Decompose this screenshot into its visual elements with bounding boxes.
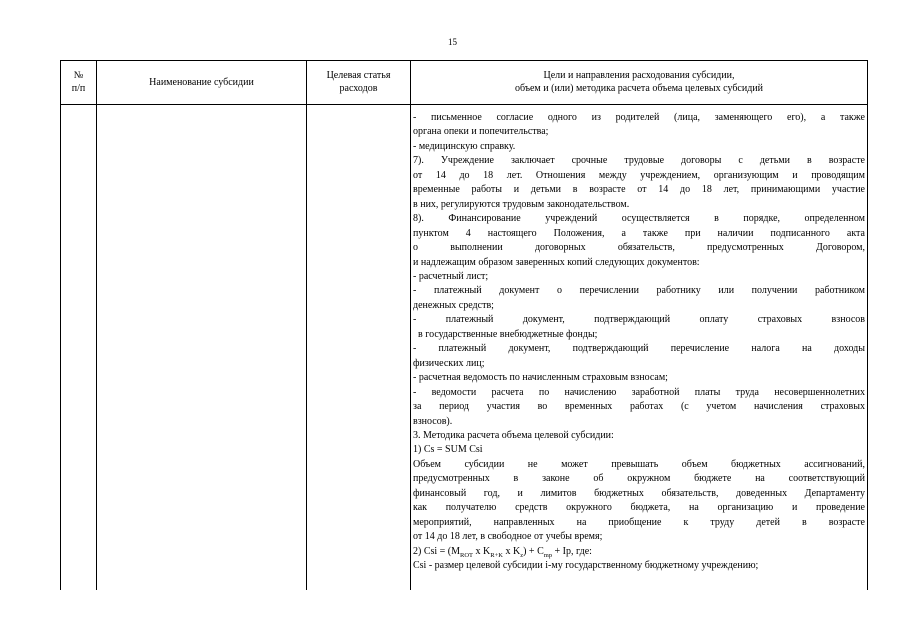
formula-subscript: z <box>520 551 524 559</box>
text-line: временные работы и детьми в возрасте от 14 до 18 лет, принимающими участие <box>413 184 865 196</box>
text-line: мероприятий, направленных на приобщение к труду детей в возрасте <box>413 516 865 528</box>
text-line: в них, регулируются трудовым законодательством. <box>413 198 630 210</box>
text-line: - платежный документ о перечислении работнику или получении работником <box>413 285 865 297</box>
text-line: в государственные внебюджетные фонды; <box>418 328 598 340</box>
table-header-rule <box>60 104 868 105</box>
header-target-article: Целевая статья расходов <box>326 70 391 94</box>
header-subsidy-name: Наименование субсидии <box>149 76 254 88</box>
text-line: - медицинскую справку. <box>413 140 516 152</box>
formula-text: x K <box>473 545 491 557</box>
formula-subscript: R+K <box>490 551 503 559</box>
column-divider <box>410 60 411 590</box>
text-line: Объем субсидии не может превышать объем бюджетных ассигнований, <box>413 458 865 470</box>
text-line: за период участия во временных работах (с учетом начисления страховых <box>413 401 865 413</box>
purpose-cell-text <box>413 111 865 574</box>
text-line: предусмотренных в законе об окружном бюджете на соответствующий <box>413 473 865 485</box>
text-line: 7). Учреждение заключает срочные трудовые договоры с детьми в возрасте <box>413 155 865 167</box>
formula-subscript: mp <box>543 551 553 559</box>
text-line: взносов). <box>413 415 453 427</box>
text-line: денежных средств; <box>413 299 494 311</box>
text-line: как получателю средств окружного бюджета, на организацию и проведение <box>413 502 865 514</box>
text-line: органа опеки и попечительства; <box>413 126 549 138</box>
header-number: № п/п <box>71 70 86 94</box>
text-line: от 14 до 18 лет, в свободное от учебы время; <box>413 531 603 543</box>
formula-line <box>413 545 865 559</box>
formula-text: 2) Csi = (M <box>413 545 461 557</box>
text-line: - расчетная ведомость по начисленным страховым взносам; <box>413 372 668 384</box>
text-line: 3. Методика расчета объема целевой субсидии: <box>413 429 614 441</box>
text-line: - расчетный лист; <box>413 270 489 282</box>
text-line: от 14 до 18 лет. Отношения между учреждением, организующим и проводящим <box>413 169 865 181</box>
text-line: финансовый год, и лимитов бюджетных обязательств, доведенных Департаменту <box>413 487 865 499</box>
text-line: пунктом 4 настоящего Положения, а также при наличии подписанного акта <box>413 227 865 239</box>
column-divider <box>306 60 307 590</box>
table-top-rule <box>60 60 868 61</box>
text-line: 8). Финансирование учреждений осуществляется в порядке, определенном <box>413 213 865 225</box>
header-purpose: Цели и направления расходования субсидии, объем и (или) методика расчета объема целевых субсидий <box>514 70 763 94</box>
formula-text: + Ip, где: <box>552 545 592 557</box>
column-divider <box>96 60 97 590</box>
text-line: - письменное согласие одного из родителей (лица, заменяющего его), а также <box>413 112 865 123</box>
text-line: - платежный документ, подтверждающий оплату страховых взносов <box>413 314 865 326</box>
text-line: - ведомости расчета по начислению заработной платы труда несовершеннолетних <box>413 386 865 398</box>
text-line: - платежный документ, подтверждающий перечисление налога на доходы <box>413 343 865 355</box>
text-line: и надлежащим образом заверенных копий следующих документов: <box>413 256 700 268</box>
text-line: физических лиц; <box>413 357 485 369</box>
text-line: Csi - размер целевой субсидии i-му государственному бюджетному учреждению; <box>413 560 759 572</box>
formula-subscript: ROT <box>460 551 474 559</box>
formula-text: x K <box>502 545 521 557</box>
page-number: 15 <box>448 37 457 47</box>
text-line: 1) Cs = SUM Csi <box>413 444 483 456</box>
formula-text: ) + C <box>523 545 544 557</box>
text-line: о выполнении договорных обязательств, предусмотренных Договором, <box>413 242 865 254</box>
